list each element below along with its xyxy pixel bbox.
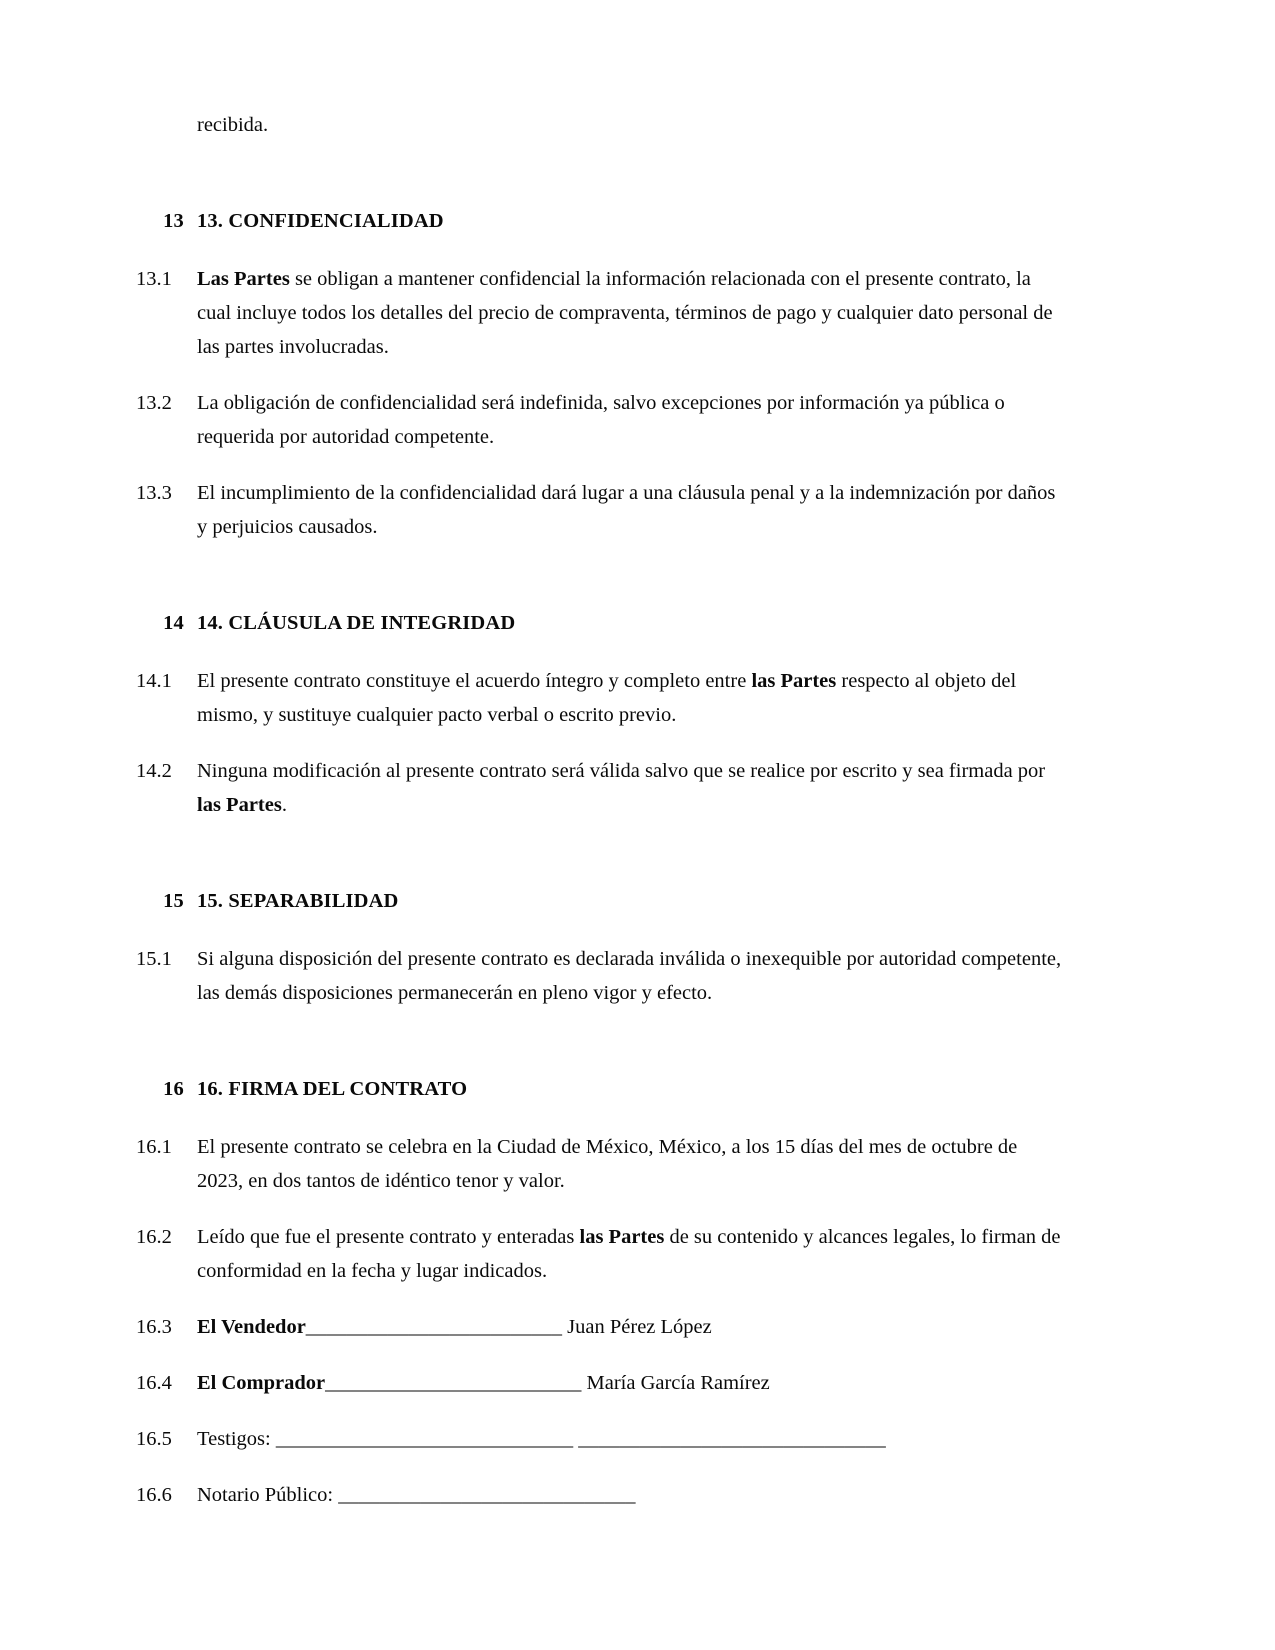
clause-prefix-16-2: Leído que fue el presente contrato y enteradas: [197, 1226, 580, 1248]
section-heading-15: [136, 884, 1066, 918]
clause-15-1: [136, 942, 1066, 1010]
section-title-15: 15. SEPARABILIDAD: [197, 890, 399, 912]
section-heading-16: [136, 1072, 1066, 1106]
witness-body: [197, 1422, 1066, 1456]
continued-paragraph: recibida.: [197, 114, 269, 136]
signature-name-comprador: María García Ramírez: [586, 1372, 770, 1394]
clause-number-14-1: 14.1: [136, 670, 172, 692]
witness-label: Testigos:: [197, 1428, 271, 1450]
signature-name-vendedor: Juan Pérez López: [567, 1316, 712, 1338]
clause-number-16-3: 16.3: [136, 1316, 172, 1338]
witness-row: [136, 1422, 1066, 1456]
clause-body-14-2: [197, 754, 1066, 822]
clause-number-16-4: 16.4: [136, 1372, 172, 1394]
clause-number-16-5: 16.5: [136, 1428, 172, 1450]
clause-13-1: [136, 262, 1066, 364]
section-title-16: 16. FIRMA DEL CONTRATO: [197, 1078, 468, 1100]
clause-body-16-2: [197, 1220, 1066, 1288]
clause-prefix-14-1: El presente contrato constituye el acuerdo íntegro y completo entre: [197, 670, 752, 692]
clause-16-1: [136, 1130, 1066, 1198]
notary-body: [197, 1478, 1066, 1512]
clause-suffix-14-1: respecto al objeto del mismo, y sustituye cualquier pacto verbal o escrito previo.: [197, 670, 1017, 726]
clause-number-16-2: 16.2: [136, 1226, 172, 1248]
clause-number-14-2: 14.2: [136, 760, 172, 782]
signature-body-vendedor: [197, 1310, 1066, 1344]
clause-bold-mid-14-1: las Partes: [751, 670, 837, 692]
section-heading-13: [136, 204, 1066, 238]
clause-number-13-1: 13.1: [136, 268, 172, 290]
clause-body-13-1: [197, 262, 1066, 364]
notary-row: [136, 1478, 1066, 1512]
clause-number-13-2: 13.2: [136, 392, 172, 414]
clause-number-15-1: 15.1: [136, 948, 172, 970]
clause-bold-lead-13-1: Las Partes: [197, 268, 290, 290]
signature-body-comprador: [197, 1366, 1066, 1400]
clause-body-13-3: El incumplimiento de la confidencialidad dará lugar a una cláusula penal y a la indemnización por daños y perjuicios causados.: [197, 482, 1056, 538]
signature-label-vendedor: El Vendedor: [197, 1316, 306, 1338]
witness-blank-one[interactable]: _____________________________: [275, 1428, 574, 1450]
document-content: [136, 100, 1066, 1512]
section-title-13: 13. CONFIDENCIALIDAD: [197, 210, 444, 232]
clause-14-1: [136, 664, 1066, 732]
clause-bold-mid-14-2: las Partes: [197, 794, 282, 816]
signature-blank-comprador[interactable]: _________________________: [325, 1372, 582, 1394]
clause-16-2: [136, 1220, 1066, 1288]
signature-row-vendedor: [136, 1310, 1066, 1344]
clause-body-14-1: [197, 664, 1066, 732]
clause-body-15-1: Si alguna disposición del presente contrato es declarada inválida o inexequible por autoridad competente, las demás disposiciones permanecerán en pleno vigor y efecto.: [197, 948, 1062, 1004]
clause-13-2: [136, 386, 1066, 454]
section-number-15: 15: [163, 890, 184, 912]
clause-14-2: [136, 754, 1066, 822]
notary-blank[interactable]: _____________________________: [338, 1484, 636, 1506]
clause-suffix-16-2: de su contenido y alcances legales, lo firman de conformidad en la fecha y lugar indicados.: [197, 1226, 1061, 1282]
clause-13-3: [136, 476, 1066, 544]
clause-text-13-1: se obligan a mantener confidencial la información relacionada con el presente contrato, la cual incluye todos los detalles del precio de compraventa, términos de pago y cualquier dato personal de las partes involucradas.: [197, 268, 1053, 358]
clause-body-16-1: El presente contrato se celebra en la Ciudad de México, México, a los 15 días del mes de octubre de 2023, en dos tantos de idéntico tenor y valor.: [197, 1136, 1018, 1192]
section-title-14: 14. CLÁUSULA DE INTEGRIDAD: [197, 612, 516, 634]
section-number-13: 13: [163, 210, 184, 232]
clause-suffix-14-2: .: [281, 794, 287, 816]
signature-label-comprador: El Comprador: [197, 1372, 326, 1394]
clause-prefix-14-2: Ninguna modificación al presente contrato será válida salvo que se realice por escrito y sea firmada por: [197, 760, 1046, 782]
witness-blank-two[interactable]: ______________________________: [578, 1428, 886, 1450]
clause-bold-mid-16-2: las Partes: [579, 1226, 665, 1248]
signature-row-comprador: [136, 1366, 1066, 1400]
clause-number-16-6: 16.6: [136, 1484, 172, 1506]
section-number-16: 16: [163, 1078, 184, 1100]
section-heading-14: [136, 606, 1066, 640]
signature-blank-vendedor[interactable]: _________________________: [305, 1316, 563, 1338]
section-number-14: 14: [163, 612, 184, 634]
clause-number-16-1: 16.1: [136, 1136, 172, 1158]
clause-number-13-3: 13.3: [136, 482, 172, 504]
clause-body-13-2: La obligación de confidencialidad será indefinida, salvo excepciones por información ya pública o requerida por autoridad competente.: [197, 392, 1005, 448]
notary-label: Notario Público:: [197, 1484, 334, 1506]
